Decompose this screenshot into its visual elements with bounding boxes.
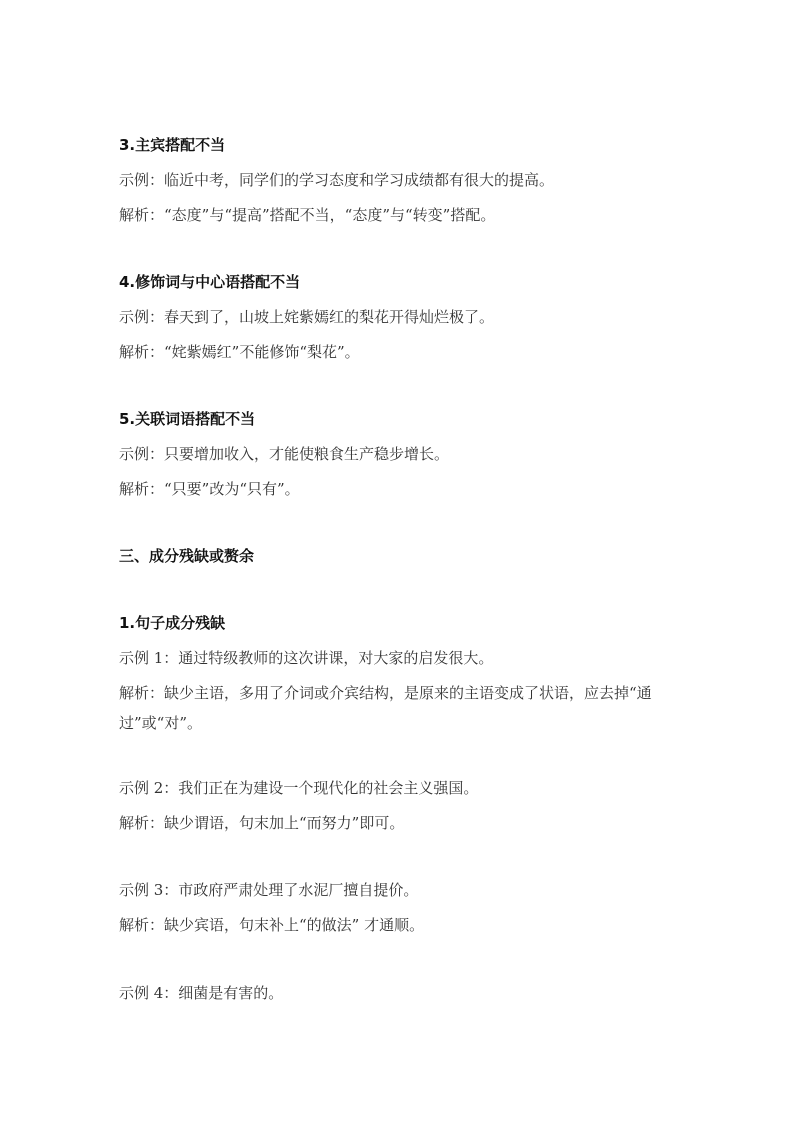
example-text: 示例：春天到了，山坡上姹紫嫣红的梨花开得灿烂极了。: [119, 308, 495, 326]
analysis-text-continued: 过”或“对”。: [119, 714, 203, 732]
part-heading: 三、成分残缺或赘余: [119, 547, 255, 565]
example-text: 示例 2：我们正在为建设一个现代化的社会主义强国。: [119, 779, 479, 797]
subsection-heading: 1.句子成分残缺: [119, 614, 226, 632]
analysis-text: 解析：缺少宾语，句末补上“的做法” 才通顺。: [119, 916, 425, 934]
analysis-text: 解析：“态度”与“提高”搭配不当，“态度”与“转变”搭配。: [119, 206, 496, 224]
analysis-text: 解析：缺少主语，多用了介词或介宾结构，是原来的主语变成了状语，应去掉“通: [119, 684, 652, 702]
example-text: 示例 3：市政府严肃处理了水泥厂擅自提价。: [119, 881, 419, 899]
example-text: 示例：只要增加收入，才能使粮食生产稳步增长。: [119, 445, 450, 463]
analysis-text: 解析：“姹紫嫣红”不能修饰“梨花”。: [119, 343, 360, 361]
analysis-text: 解析：“只要”改为“只有”。: [119, 480, 300, 498]
section-heading-4: 4.修饰词与中心语搭配不当: [119, 273, 301, 291]
section-heading-5: 5.关联词语搭配不当: [119, 410, 256, 428]
example-text: 示例：临近中考，同学们的学习态度和学习成绩都有很大的提高。: [119, 171, 555, 189]
example-text: 示例 4：细菌是有害的。: [119, 984, 284, 1002]
section-heading-3: 3.主宾搭配不当: [119, 136, 226, 154]
example-text: 示例 1：通过特级教师的这次讲课，对大家的启发很大。: [119, 649, 494, 667]
analysis-text: 解析：缺少谓语，句末加上“而努力”即可。: [119, 814, 405, 832]
